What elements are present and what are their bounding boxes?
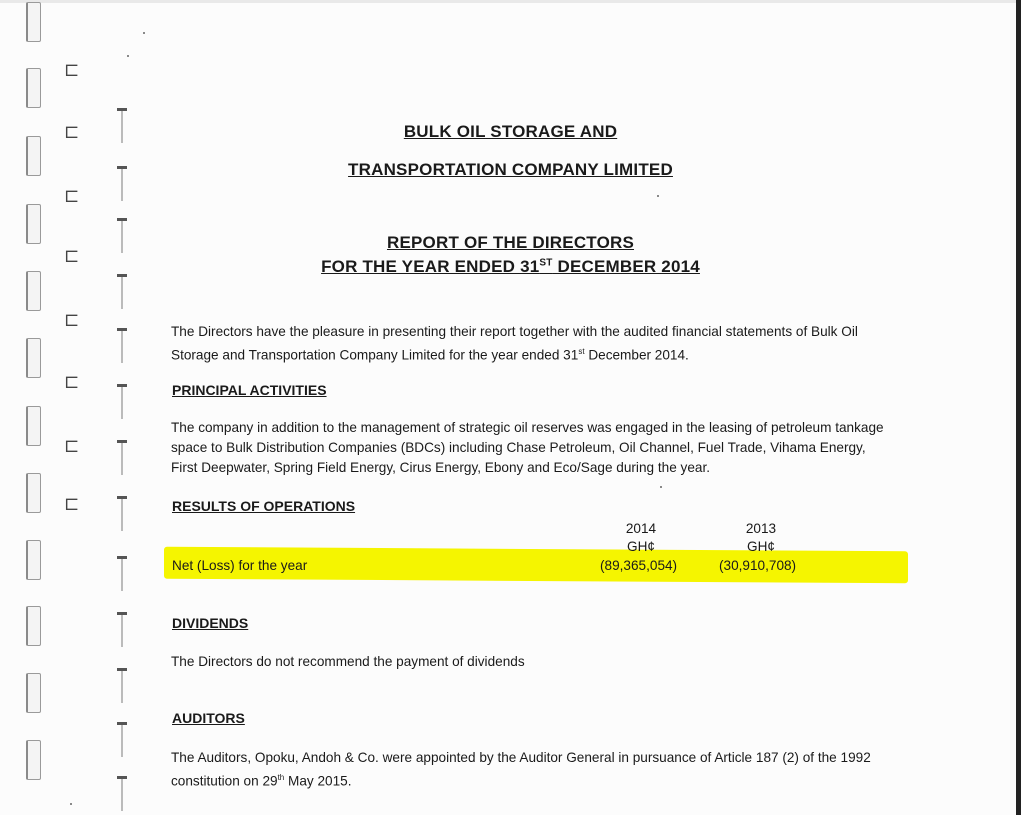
staple-mark [116,556,128,592]
binding-hole [26,271,41,311]
scan-speck [70,803,72,805]
binding-hole [26,473,41,513]
staple-mark [116,612,128,648]
staple-mark [116,496,128,532]
staple-mark [116,722,128,758]
scan-speck [660,486,662,488]
company-name-line2: TRANSPORTATION COMPANY LIMITED [348,160,673,179]
staple-mark [116,384,128,420]
principal-activities-heading: PRINCIPAL ACTIVITIES [172,382,327,398]
net-loss-label: Net (Loss) for the year [172,558,308,573]
dividends-text: The Directors do not recommend the payment of dividends [171,654,525,669]
scan-speck [127,55,129,57]
page-top-edge [0,0,1016,3]
binding-hole [26,406,41,446]
binding-clip-mark: ⊏ [64,60,80,81]
dividends-heading: DIVIDENDS [172,615,249,631]
binding-hole [26,338,41,378]
auditors-heading: AUDITORS [172,710,245,726]
report-title: REPORT OF THE DIRECTORS [386,233,635,252]
staple-mark [116,668,128,704]
staple-mark [116,776,128,812]
results-heading: RESULTS OF OPERATIONS [172,498,356,514]
binding-clip-mark: ⊏ [64,310,80,331]
staple-mark [116,440,128,476]
year-2013-header: 2013 GH¢ [745,521,777,554]
binding-clip-mark: ⊏ [64,246,80,267]
net-loss-2014-value: (89,365,054) [600,558,678,573]
binding-hole [26,740,41,780]
staple-mark [116,328,128,364]
binding-hole [26,606,41,646]
binding-hole [26,2,41,42]
binding-hole [26,68,41,108]
binding-clip-mark: ⊏ [64,372,80,393]
company-name-line1: BULK OIL STORAGE AND [403,122,618,141]
binding-clip-mark: ⊏ [64,122,80,143]
report-period: FOR THE YEAR ENDED 31ST DECEMBER 2014 [321,257,700,276]
principal-activities-text: The company in addition to the management of strategic oil reserves was engaged in the leasing of petroleum tankage space to Bulk Distribution Companies (BDCs) including Chase Petroleum, Oil Channel, Fuel Trade, Vihama Energy, First Deepwater, Spring Field Energy, Cirus Energy, Ebony and Eco/Sage during the year. [171,420,884,475]
binding-hole [26,673,41,713]
intro-paragraph: The Directors have the pleasure in presenting their report together with the audited financial statements of Bulk Oil Storage and Transportation Company Limited for the year ended 31st December 2014. [171,324,858,363]
staple-mark [116,274,128,310]
scan-speck [657,195,659,197]
year-2014-header: 2014 GH¢ [625,521,657,554]
binding-hole [26,540,41,580]
scan-speck [143,32,145,34]
auditors-text: The Auditors, Opoku, Andoh & Co. were appointed by the Auditor General in pursuance of Article 187 (2) of the 1992 constitution on 29th May 2015. [171,750,871,789]
net-loss-2013-value: (30,910,708) [719,558,797,573]
binding-clip-mark: ⊏ [64,494,80,515]
binding-clip-mark: ⊏ [64,436,80,457]
binding-clip-mark: ⊏ [64,186,80,207]
